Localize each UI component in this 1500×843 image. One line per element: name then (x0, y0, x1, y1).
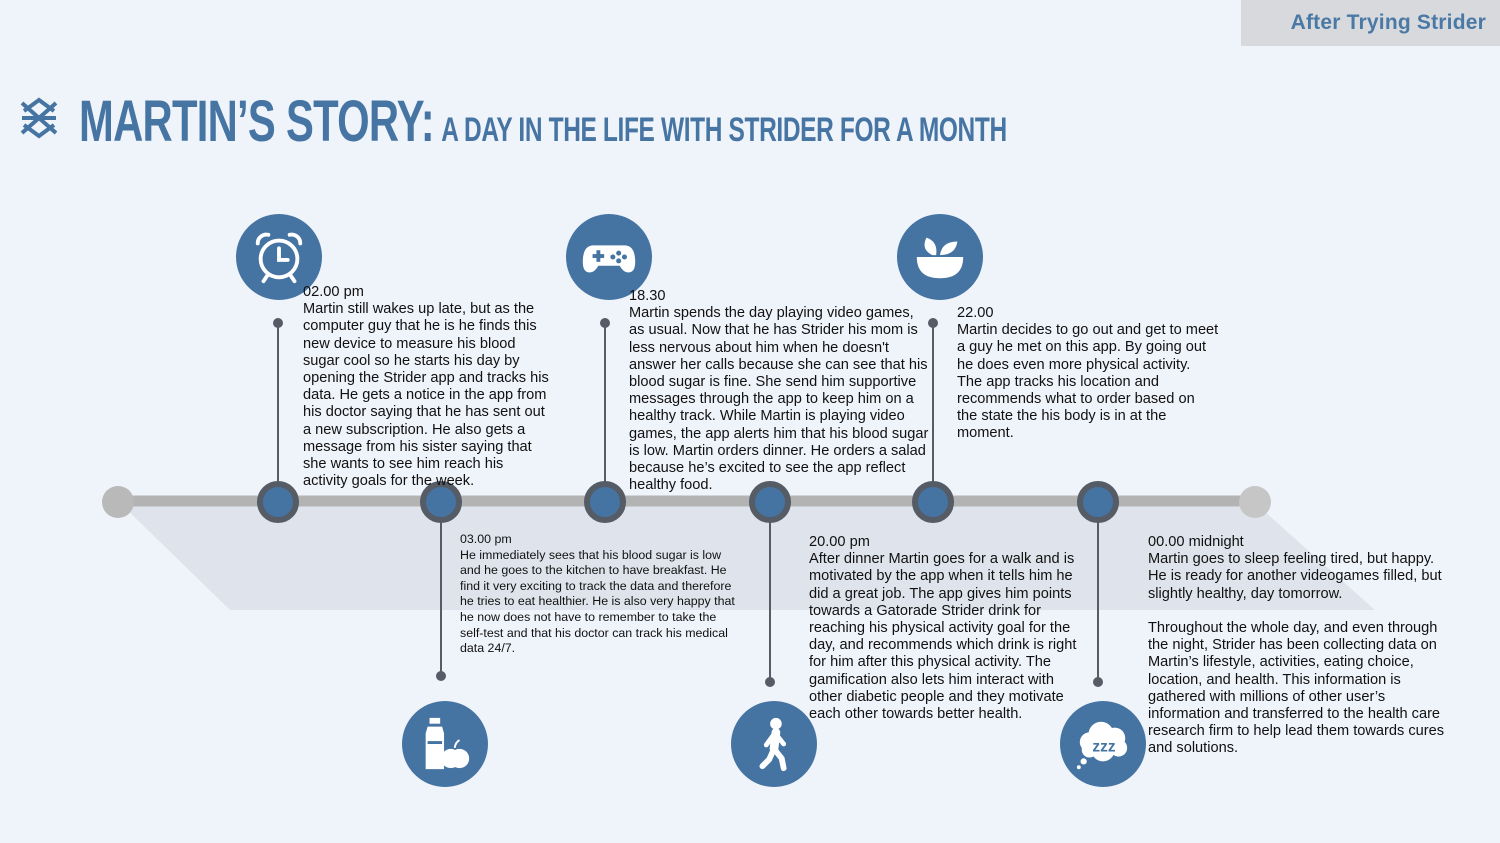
event-5-description: Martin decides to go out and get to meet a guy he met on this app. By going out he does even more physical activity. The app tracks his location and recommends what to order based on the state the his body is in at the moment. (957, 322, 1219, 442)
event-3-text (629, 288, 929, 494)
connector-dot-5 (928, 318, 938, 328)
timeline-end-cap (1239, 486, 1271, 518)
event-1-description: Martin still wakes up late, but as the computer guy that he is he finds this new device to measure his blood sugar cool so he starts his day by opening the Strider app and tracks his data. He gets a notice in the app from his doctor saying that he has sent out a new subscription. He also gets a message from his sister saying that she wants to see him reach his activity goals for the week. (303, 301, 549, 490)
event-5-text (957, 305, 1219, 443)
event-1-time: 02.00 pm (303, 284, 364, 300)
event-3-time: 18.30 (629, 288, 666, 304)
connector-dot-1 (273, 318, 283, 328)
event-2-description: He immediately sees that his blood sugar is low and he goes to the kitchen to have breakfast. He find it very exciting to track the data and therefore he tries to eat healthier. He is also very happy that he now does not have to remember to take the self-test and that his doctor can track his medical data 24/7. (460, 547, 735, 656)
timeline-start-cap (102, 486, 134, 518)
milk-and-apple-icon (416, 715, 474, 773)
node-1 (260, 484, 296, 520)
event-6-description: Martin goes to sleep feeling tired, but happy. He is ready for another videogames filled, but slightly healthy, day tomorrow. Throughout the whole day, and even through the night, Strider has been collecting data on Martin’s lifestyle, activities, eating choice, location, and health. This information is gathered with millions of other user’s information and transferred to the health care research firm to help lead them towards cures and solutions. (1148, 551, 1445, 757)
connector-dot-3 (600, 318, 610, 328)
svg-text:zzz: zzz (1092, 738, 1116, 756)
event-2-time: 03.00 pm (460, 532, 512, 546)
node-6 (1080, 484, 1116, 520)
event-4-text (809, 534, 1091, 723)
event-2-text (460, 532, 736, 657)
title-sub: A DAY IN THE LIFE WITH STRIDER FOR A MONTH (441, 111, 1007, 149)
event-6-time: 00.00 midnight (1148, 534, 1244, 550)
event-4-icon-circle (731, 701, 817, 787)
node-3 (587, 484, 623, 520)
connector-dot-4 (765, 677, 775, 687)
connector-dot-2 (436, 671, 446, 681)
event-5-time: 22.00 (957, 305, 994, 321)
alarm-clock-icon (250, 228, 308, 286)
event-4-description: After dinner Martin goes for a walk and is motivated by the app when it tells him he did a great job. The app gives him points towards a Gatorade Strider drink for reaching his physical activity goal for the day, and recommends which drink is right for him after this physical activity. The gamification also lets him interact with other diabetic people and they motivate each other towards better health. (809, 551, 1077, 723)
after-trying-strider-tag: After Trying Strider (1241, 0, 1500, 46)
walking-person-icon (745, 715, 803, 773)
event-3-description: Martin spends the day playing video games, as usual. Now that he has Strider his mom is less nervous about him when he doesn't answer her calls because she can see that his blood sugar is fine. She send him supportive messages through the app to keep him on a healthy track. While Martin is playing video games, the app alerts him that his blood sugar is low. Martin orders dinner. He orders a salad because he’s excited to see the app reflect healthy food. (629, 305, 929, 494)
game-controller-icon (580, 228, 638, 286)
connector-dot-6 (1093, 677, 1103, 687)
event-1-text (303, 284, 549, 490)
event-4-time: 20.00 pm (809, 534, 870, 550)
event-6-text (1148, 534, 1448, 758)
title-main: MARTIN’S STORY: (79, 89, 434, 154)
sleep-zzz-icon (1074, 715, 1132, 773)
salad-bowl-icon (911, 228, 969, 286)
event-2-icon-circle (402, 701, 488, 787)
